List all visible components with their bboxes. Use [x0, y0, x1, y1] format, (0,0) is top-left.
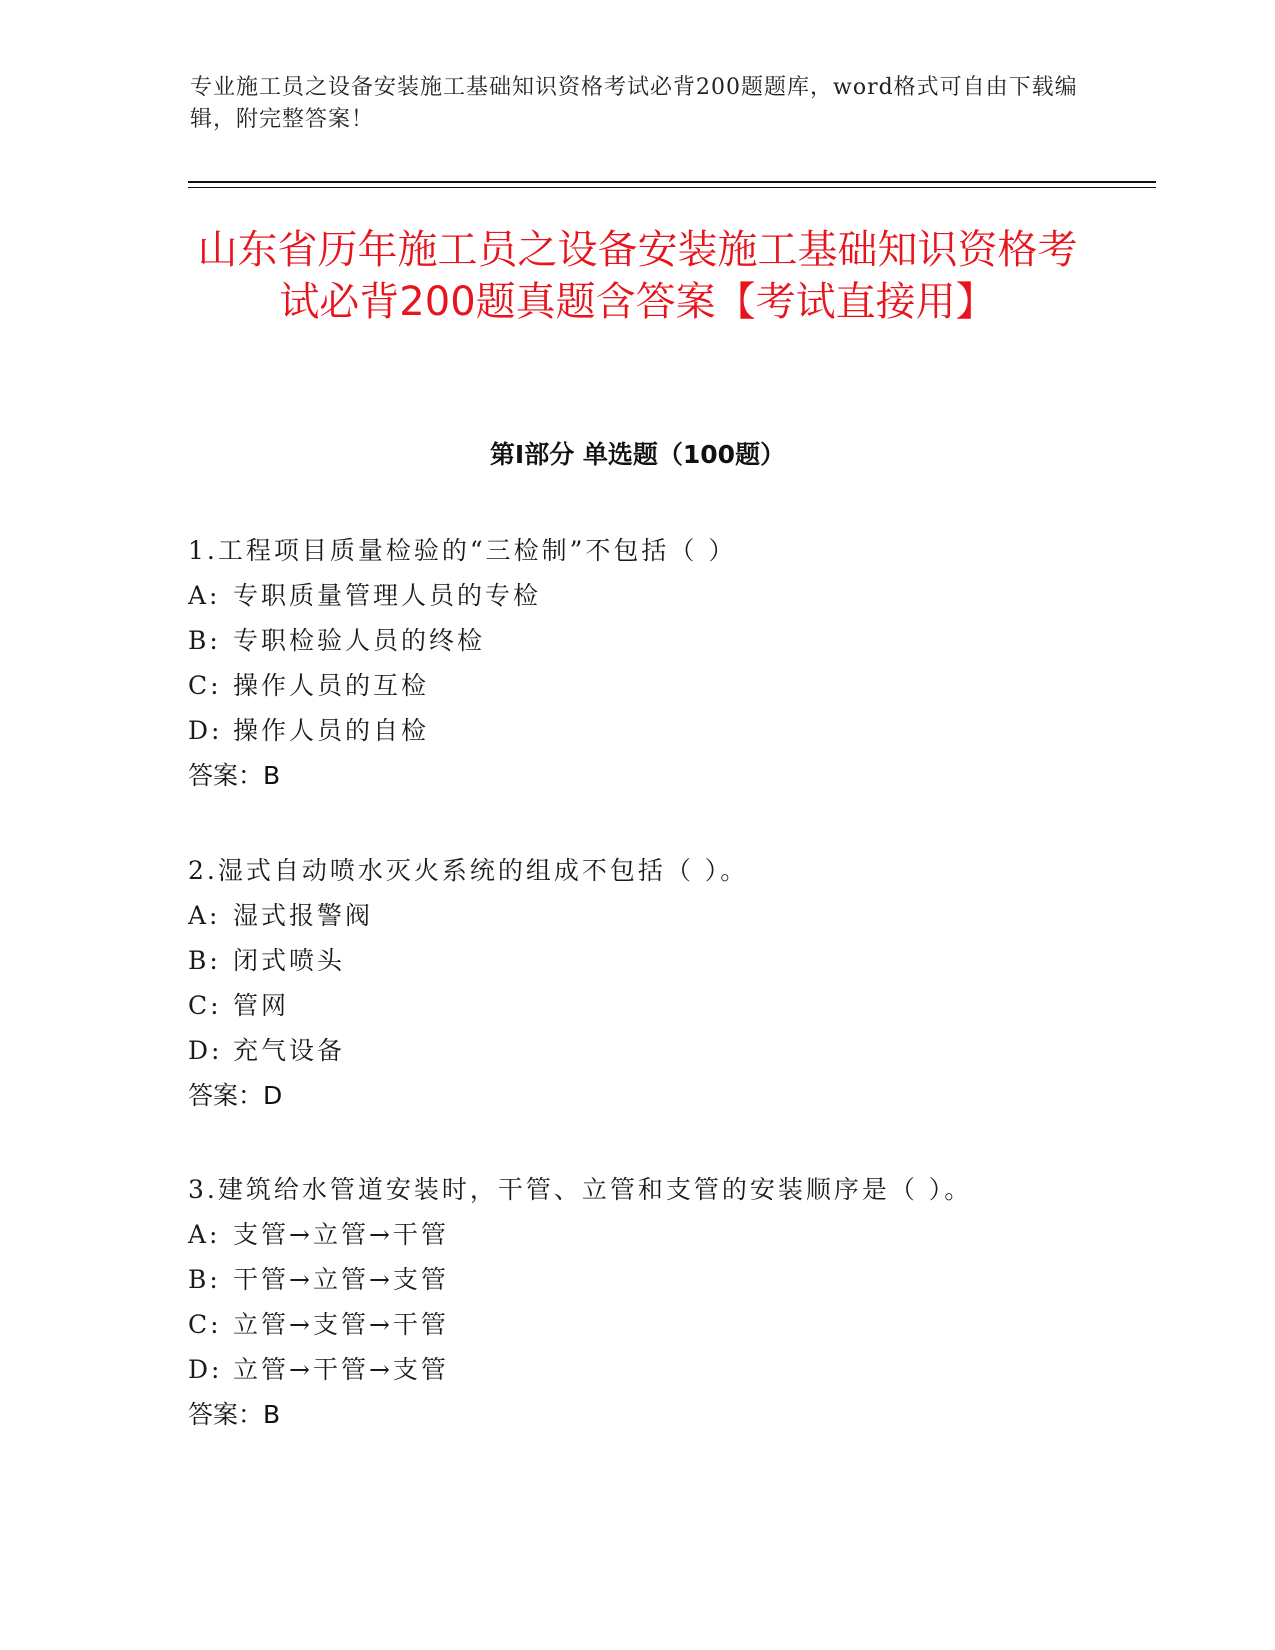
- answer-line: 答案：D: [188, 1081, 283, 1110]
- question-2: [188, 848, 1138, 1118]
- option-c: [188, 1302, 1138, 1347]
- option-b: [188, 618, 1138, 663]
- option-key: B:: [188, 1265, 221, 1294]
- option-key: A:: [188, 1220, 221, 1249]
- option-text: 管网: [233, 991, 290, 1020]
- option-d: [188, 1028, 1138, 1073]
- option-d: [188, 1347, 1138, 1392]
- answer-line: 答案：B: [188, 1400, 281, 1429]
- header-note: 专业施工员之设备安装施工基础知识资格考试必背200题题库，word格式可自由下载编辑，附完整答案！: [190, 75, 1078, 132]
- option-key: C:: [188, 671, 222, 700]
- option-text: 支管→立管→干管: [233, 1220, 449, 1249]
- option-d: [188, 708, 1138, 753]
- header-divider-thin: [188, 187, 1156, 188]
- option-text: 专职检验人员的终检: [233, 626, 486, 655]
- option-text: 操作人员的自检: [233, 716, 430, 745]
- option-key: D:: [188, 716, 223, 745]
- option-a: [188, 573, 1138, 618]
- option-key: A:: [188, 901, 221, 930]
- question-1: [188, 528, 1138, 798]
- answer-line: 答案：B: [188, 761, 281, 790]
- option-key: C:: [188, 991, 222, 1020]
- option-a: [188, 1212, 1138, 1257]
- option-text: 操作人员的互检: [233, 671, 430, 700]
- question-stem: 2.湿式自动喷水灭火系统的组成不包括（ ）。: [188, 856, 749, 885]
- option-text: 干管→立管→支管: [233, 1265, 449, 1294]
- option-c: [188, 983, 1138, 1028]
- question-stem: 1.工程项目质量检验的“三检制”不包括（ ）: [188, 536, 737, 565]
- option-key: C:: [188, 1310, 222, 1339]
- option-text: 闭式喷头: [233, 946, 346, 975]
- option-key: D:: [188, 1036, 223, 1065]
- option-b: [188, 1257, 1138, 1302]
- option-text: 专职质量管理人员的专检: [233, 581, 542, 610]
- option-a: [188, 893, 1138, 938]
- option-text: 立管→支管→干管: [233, 1310, 449, 1339]
- header-divider-thick: [188, 181, 1156, 183]
- option-c: [188, 663, 1138, 708]
- question-stem: 3.建筑给水管道安装时，干管、立管和支管的安装顺序是（ ）。: [188, 1175, 973, 1204]
- option-text: 湿式报警阀: [233, 901, 374, 930]
- section-heading: 第I部分 单选题（100题）: [489, 440, 786, 469]
- option-key: D:: [188, 1355, 223, 1384]
- option-key: A:: [188, 581, 221, 610]
- document-title: 山东省历年施工员之设备安装施工基础知识资格考试必背200题真题含答案【考试直接用】: [197, 227, 1078, 325]
- option-text: 立管→干管→支管: [233, 1355, 449, 1384]
- option-key: B:: [188, 626, 221, 655]
- option-key: B:: [188, 946, 221, 975]
- question-3: [188, 1167, 1138, 1437]
- option-text: 充气设备: [233, 1036, 346, 1065]
- option-b: [188, 938, 1138, 983]
